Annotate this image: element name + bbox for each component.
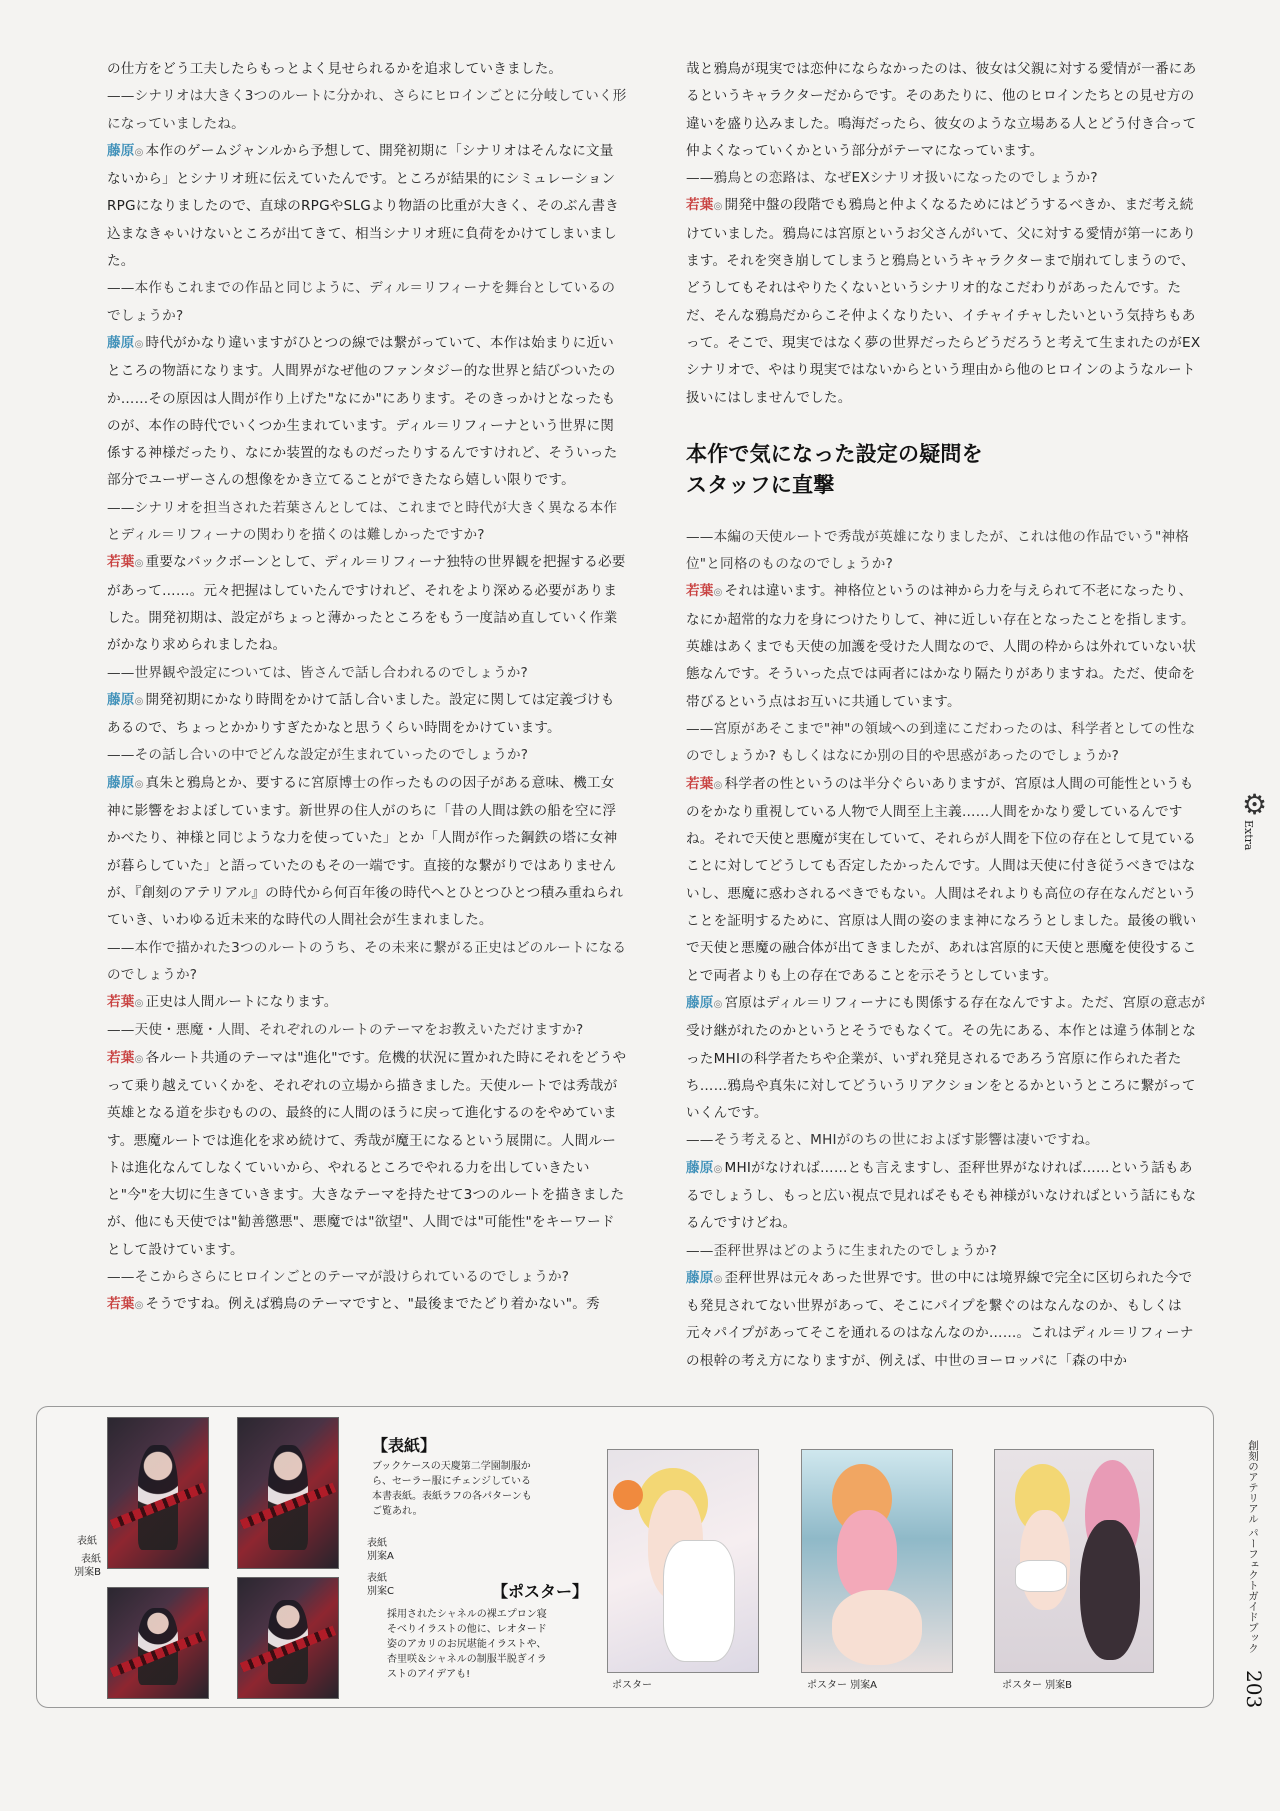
speaker-mark-icon: ◎ <box>134 998 144 1010</box>
answer-paragraph <box>686 1265 1206 1375</box>
question-paragraph: ——世界観や設定については、皆さんで話し合われるのでしょうか? <box>107 664 528 681</box>
poster-section-title: 【ポスター】 <box>492 1582 589 1601</box>
answer-paragraph <box>107 770 627 935</box>
answer-text: そうですね。例えば鴉鳥のテーマですと、"最後までたどり着かない"。秀 <box>145 1296 600 1313</box>
body-paragraph: の仕方をどう工夫したらもっとよく見せられるかを追求していきました。 <box>107 61 563 77</box>
speaker-mark-icon: ◎ <box>134 146 144 158</box>
speaker-mark-icon: ◎ <box>134 558 144 570</box>
answer-text: 宮原はディル＝リフィーナにも関係する存在なんですよ。ただ、宮原の意志が受け継がれたのかというとそうでもなくて。その先にある、本作とは違う体制となったMHIの科学者たちや企業が、いずれ発見されるであろう宮原に作られた者たち……鴉鳥や真朱に対してどういうリアクションをとるかというところに繋がっていくんです。 <box>686 994 1206 1122</box>
answer-text: 真朱と鴉鳥とか、要するに宮原博士の作ったものの因子がある意味、機工女神に影響をおよぼしています。新世界の住人がのちに「昔の人間は鉄の船を空に浮かべたり、神様と同じような力を使っていた」とか「人間が作った鋼鉄の塔に女神が暮らしていた」と語っていたのもその一端です。直接的な繋がりではありませんが、『創刻のアテリアル』の時代から何百年後の時代へとひとつひとつ積み重ねられていき、いわゆる近未来的な時代の人間社会が生まれました。 <box>107 774 624 929</box>
poster-alt-b-image <box>994 1449 1154 1673</box>
left-column <box>107 56 627 1320</box>
cover-section-title: 【表紙】 <box>372 1436 437 1455</box>
answer-paragraph <box>686 771 1206 990</box>
section-heading-line: 本作で気になった設定の疑問を <box>686 440 983 466</box>
section-heading <box>686 438 1206 500</box>
speaker-mark-icon: ◎ <box>713 998 723 1010</box>
answer-text: 本作のゲームジャンルから予想して、開発初期に「シナリオはそんなに文量ないから」とシナリオ班に伝えていたんです。ところが結果的にシミュレーションRPGになりましたので、直球のRPGやSLGより物語の比重が大きく、そのぶん書き込まなきゃいけないところが出てきて、相当シナリオ班に負荷をかけてしまいました。 <box>107 142 619 270</box>
poster-alt-b-label: ポスター 別案B <box>1002 1680 1073 1691</box>
extra-side-tab <box>1240 790 1274 860</box>
poster-section-desc: 採用されたシャネルの裸エプロン寝そべりイラストの他に、レオタード姿のアカリのお尻堪能イラストや、杏里咲＆シャネルの制服半脱ぎイラストのアイデアも! <box>387 1609 547 1680</box>
page-number: 203 <box>1242 1670 1266 1709</box>
cover-alt-b-image <box>107 1587 209 1699</box>
speaker-mark-icon: ◎ <box>713 779 723 791</box>
answer-text: 重要なバックボーンとして、ディル＝リフィーナ独特の世界観を把握する必要があって……。元々把握はしていたんですけれど、それをより深める必要がありました。開発初期は、設定がちょっと薄かったところをもう一度詰め直していく作業がかなり求められましたね。 <box>107 554 626 654</box>
cover-alt-b-label: 表紙 別案B <box>74 1554 101 1578</box>
question-paragraph: ——シナリオを担当された若葉さんとしては、これまでと時代が大きく異なる本作とディル＝リフィーナの関わりを描くのは難しかったですか? <box>107 499 618 544</box>
question-paragraph: ——そこからさらにヒロインごとのテーマが設けられているのでしょうか? <box>107 1269 570 1286</box>
speaker-name: 藤原 <box>686 1159 714 1176</box>
question-paragraph: ——本作もこれまでの作品と同じように、ディル＝リフィーナを舞台としているのでしょうか? <box>107 280 616 324</box>
answer-text: それは違います。神格位というのは神から力を与えられて不老になったり、なにか超常的な力を身につけたりして、神に近しい存在となったことを指します。英雄はあくまでも天使の加護を受けた人間なので、人間の枠からは外れていない状態なんです。そういった点では両者にはかなり隔たりがありますね。ただ、使命を帯びるという点はお互いに共通しています。 <box>686 583 1197 710</box>
gear-icon: ⚙ <box>1242 788 1268 821</box>
question-paragraph: ——本編の天使ルートで秀哉が英雄になりましたが、これは他の作品でいう"神格位"と同格のものなのでしょうか? <box>686 528 1190 573</box>
speaker-mark-icon: ◎ <box>134 778 144 790</box>
poster-alt-a-image <box>801 1449 953 1673</box>
speaker-mark-icon: ◎ <box>713 201 723 213</box>
answer-paragraph <box>686 1155 1206 1238</box>
cover-alt-a-label: 表紙 別案A <box>367 1538 394 1562</box>
question-paragraph: ——その話し合いの中でどんな設定が生まれていったのでしょうか? <box>107 747 529 764</box>
section-heading-line: スタッフに直撃 <box>686 471 835 497</box>
answer-paragraph <box>107 1045 627 1264</box>
cover-section-desc: ブックケースの天慶第二学園制服から、セーラー服にチェンジしている本書表紙。表紙ラフの各パターンもご覧あれ。 <box>372 1461 532 1517</box>
answer-text: 各ルート共通のテーマは"進化"です。危機的状況に置かれた時にそれをどうやって乗り越えていくかを、それぞれの立場から描きました。天使ルートでは秀哉が英雄となる道を歩むものの、最終的に人間のほうに戻って進化するのをやめています。悪魔ルートでは進化を求め続けて、秀哉が魔王になるという展開に。人間ルートは進化なんてしなくていいから、やれるところでやれる力を出していきたいと"今"を大切に生きていきます。大きなテーマを持たせて3つのルートを描きましたが、他にも天使では"勧善懲悪"、悪魔では"欲望"、人間では"可能性"をキーワードとして設けています。 <box>107 1049 627 1258</box>
poster-alt-a-label: ポスター 別案A <box>807 1680 878 1691</box>
speaker-mark-icon: ◎ <box>134 338 144 350</box>
answer-paragraph <box>686 192 1206 411</box>
speaker-name: 若葉 <box>107 994 135 1011</box>
answer-paragraph <box>686 578 1206 715</box>
book-title-vertical: 創刻のアテリアル パーフェクトガイドブック <box>1247 1440 1259 1654</box>
answer-paragraph <box>107 687 627 743</box>
poster-image <box>607 1449 759 1673</box>
illustration-gallery <box>36 1406 1214 1708</box>
question-paragraph: ——天使・悪魔・人間、それぞれのルートのテーマをお教えいただけますか? <box>107 1022 584 1039</box>
speaker-name: 若葉 <box>107 1296 135 1313</box>
extra-label: Extra <box>1242 820 1255 851</box>
speaker-mark-icon: ◎ <box>713 1273 723 1285</box>
speaker-name: 若葉 <box>107 554 135 571</box>
body-paragraph: 哉と鴉鳥が現実では恋仲にならなかったのは、彼女は父親に対する愛情が一番にあるというキャラクターだからです。そのあたりに、他のヒロインたちとの見せ方の違いを盛り込みました。鳴海だったら、彼女のような立場ある人とどう付き合って仲よくなっていくかという部分がテーマになっています。 <box>686 61 1197 159</box>
cover-alt-c-image <box>237 1577 339 1699</box>
speaker-name: 若葉 <box>686 775 714 792</box>
answer-paragraph <box>107 138 627 275</box>
answer-paragraph <box>107 549 627 659</box>
answer-text: 開発初期にかなり時間をかけて話し合いました。設定に関しては定義づけもあるので、ちょっとかかりすぎたかなと思うくらい時間をかけています。 <box>107 691 615 737</box>
answer-text: 科学者の性というのは半分ぐらいありますが、宮原は人間の可能性というものをかなり重視している人物で人間至上主義……人間をかなり愛しているんですね。それで天使と悪魔が実在していて、それらが人間を下位の存在として見ていることに対してどうしても否定したかったんです。人間は天使に付き従うべきではないし、悪魔に惑わされるべきでもない。人間はそれよりも高位の存在なんだということを証明するために、宮原は人間の姿のまま神になろうとしました。最後の戦いで天使と悪魔の融合体が出てきましたが、あれは宮原的に天使と悪魔を使役することで両者よりも上の存在であることを示そうとしています。 <box>686 775 1197 984</box>
cover-alt-a-image <box>237 1417 339 1569</box>
cover-label: 表紙 <box>77 1536 97 1547</box>
right-column <box>686 56 1206 1375</box>
answer-paragraph <box>107 330 627 495</box>
speaker-name: 藤原 <box>686 1269 714 1286</box>
speaker-name: 藤原 <box>107 142 135 159</box>
speaker-mark-icon: ◎ <box>713 1163 723 1175</box>
answer-paragraph <box>107 1291 627 1319</box>
cover-alt-c-label: 表紙 別案C <box>367 1573 394 1597</box>
speaker-name: 藤原 <box>107 334 135 351</box>
speaker-mark-icon: ◎ <box>134 1300 144 1312</box>
speaker-name: 藤原 <box>686 994 714 1011</box>
speaker-name: 若葉 <box>686 583 714 600</box>
answer-paragraph <box>107 989 627 1017</box>
answer-text: 歪秤世界は元々あった世界です。世の中には境界線で完全に区切られた今でも発見されてない世界があって、そこにパイプを繋ぐのはなんなのか、もしくは元々パイプがあってそこを通れるのはなんなのか……。これはディル＝リフィーナの根幹の考え方になりますが、例えば、中世のヨーロッパに「森の中か <box>686 1269 1194 1369</box>
speaker-mark-icon: ◎ <box>134 1053 144 1065</box>
question-paragraph: ——鴉鳥との恋路は、なぜEXシナリオ扱いになったのでしょうか? <box>686 170 1098 187</box>
question-paragraph: ——本作で描かれた3つのルートのうち、その未来に繋がる正史はどのルートになるのでしょうか? <box>107 939 627 983</box>
answer-paragraph <box>686 990 1206 1127</box>
speaker-name: 藤原 <box>107 774 135 791</box>
speaker-mark-icon: ◎ <box>713 587 723 599</box>
answer-text: 時代がかなり違いますがひとつの線では繋がっていて、本作は始まりに近いところの物語になります。人間界がなぜ他のファンタジー的な世界と結びついたのか……その原因は人間が作り上げた"なにか"にあります。そのきっかけとなったものが、本作の時代でいくつか生まれています。ディル＝リフィーナという世界に関係する神様だったり、なにか装置的なものだったりするんですけれど、そういった部分でユーザーさんの想像をかき立てることができたなら嬉しい限りです。 <box>107 334 618 489</box>
cover-image <box>107 1417 209 1569</box>
speaker-name: 若葉 <box>686 197 714 214</box>
question-paragraph: ——宮原があそこまで"神"の領域への到達にこだわったのは、科学者としての性なのでしょうか? もしくはなにか別の目的や思惑があったのでしょうか? <box>686 720 1196 765</box>
answer-text: 正史は人間ルートになります。 <box>145 994 338 1011</box>
answer-text: 開発中盤の段階でも鴉鳥と仲よくなるためにはどうするべきか、まだ考え続けていました。鴉鳥には宮原というお父さんがいて、父に対する愛情が第一にあります。それを突き崩してしまうと鴉鳥というキャラクターまで崩れてしまうので、どうしてもそれはやりたくないというシナリオ的なこだわりがあったんです。ただ、そんな鴉鳥だからこそ仲よくなりたい、イチャイチャしたいという気持ちもあって。そこで、現実ではなく夢の世界だったらどうだろうと考えて生まれたのがEXシナリオで、やはり現実ではないからという理由から他のヒロインのようなルート扱いにはしませんでした。 <box>686 197 1201 406</box>
speaker-name: 藤原 <box>107 691 135 708</box>
speaker-name: 若葉 <box>107 1049 135 1066</box>
question-paragraph: ——そう考えると、MHIがのちの世におよぼす影響は凄いですね。 <box>686 1132 1099 1149</box>
question-paragraph: ——シナリオは大きく3つのルートに分かれ、さらにヒロインごとに分岐していく形になっていましたね。 <box>107 88 627 132</box>
poster-label: ポスター <box>612 1680 652 1691</box>
question-paragraph: ——歪秤世界はどのように生まれたのでしょうか? <box>686 1242 997 1259</box>
answer-text: MHIがなければ……とも言えますし、歪秤世界がなければ……という話もあるでしょうし、もっと広い視点で見ればそもそも神様がいなければという話にもなるんですけどね。 <box>686 1159 1197 1232</box>
speaker-mark-icon: ◎ <box>134 695 144 707</box>
